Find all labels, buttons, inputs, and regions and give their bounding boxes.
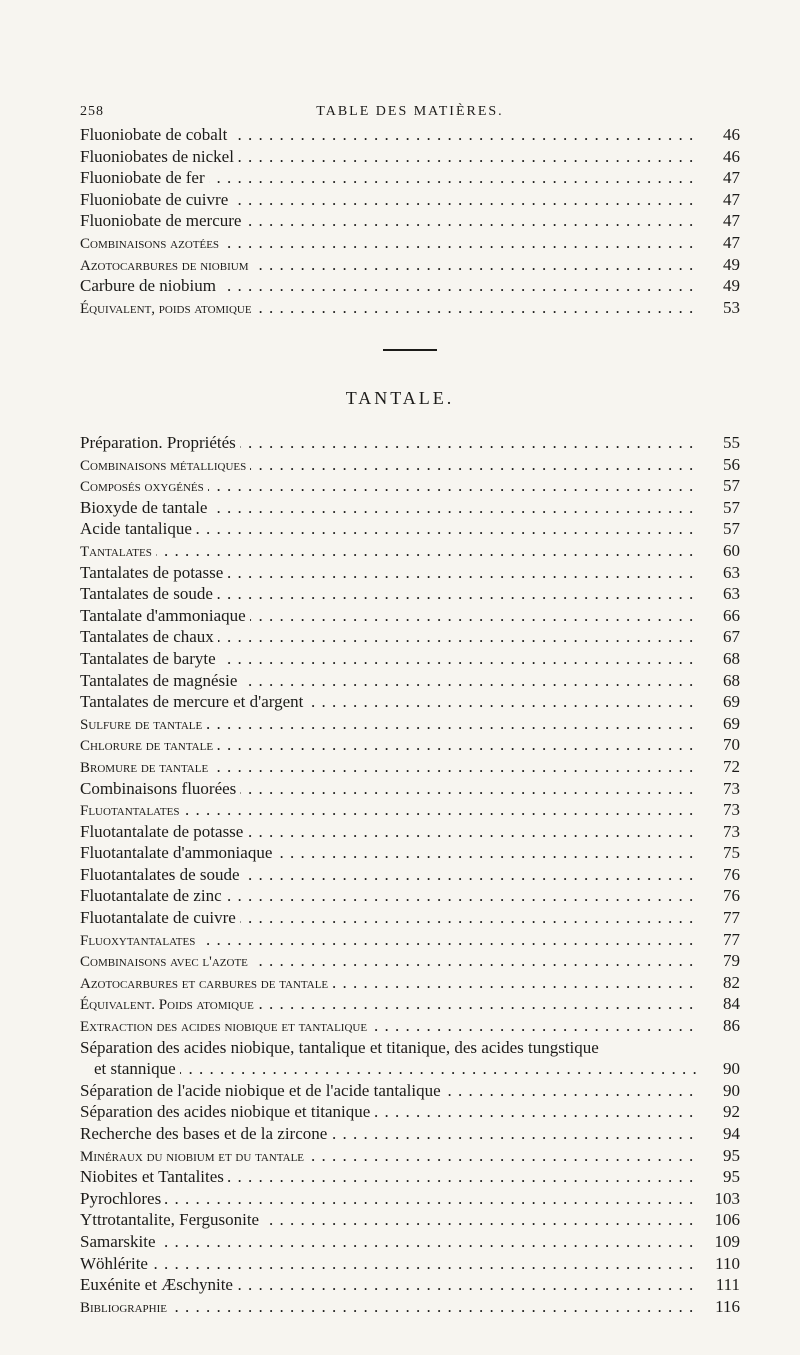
toc-entry-page: 76 xyxy=(723,864,740,884)
toc-entry-title: Équivalent. Poids atomique xyxy=(80,997,258,1013)
section-divider xyxy=(383,349,437,351)
toc-entry xyxy=(80,1145,740,1167)
toc-entry xyxy=(80,454,740,476)
toc-entry-title: Fluoxytantalates xyxy=(80,933,199,949)
toc-entry-title: Samarskite xyxy=(80,1232,160,1251)
toc-entry-title: Composés oxygénés xyxy=(80,479,208,495)
toc-entry-title: Euxénite et Æschynite xyxy=(80,1275,237,1294)
page-number: 258 xyxy=(80,104,104,119)
toc-entry xyxy=(80,691,740,713)
toc-entry xyxy=(80,821,740,843)
toc-entry xyxy=(80,1123,740,1145)
toc-entry xyxy=(80,756,740,778)
toc-entry-page: 116 xyxy=(715,1296,740,1316)
toc-entry-title: Équivalent, poids atomique xyxy=(80,301,256,317)
toc-entry-title: Tantalate d'ammoniaque xyxy=(80,606,250,625)
toc-entry xyxy=(80,210,740,232)
toc-entry-page: 56 xyxy=(723,454,740,474)
toc-entry xyxy=(80,799,740,821)
toc-entry-page: 90 xyxy=(723,1080,740,1100)
toc-entry-title: Combinaisons métalliques xyxy=(80,458,250,474)
toc-entry-title: Combinaisons avec l'azote xyxy=(80,954,252,970)
toc-list-tantale xyxy=(80,432,740,1317)
toc-entry xyxy=(80,1231,740,1253)
toc-list-niobium xyxy=(80,124,740,318)
toc-entry-title: Carbure de niobium xyxy=(80,276,220,295)
toc-entry-page: 66 xyxy=(723,605,740,625)
toc-entry-page: 67 xyxy=(723,627,740,647)
toc-entry xyxy=(80,907,740,929)
toc-entry-page: 95 xyxy=(723,1167,740,1187)
toc-entry xyxy=(80,1101,740,1123)
toc-entry-page: 72 xyxy=(723,756,740,776)
toc-entry-title: Tantalates xyxy=(80,544,156,560)
toc-entry-title: Combinaisons fluorées xyxy=(80,779,240,798)
toc-entry-page: 109 xyxy=(714,1231,740,1251)
toc-entry xyxy=(80,1080,740,1102)
toc-entry-page: 73 xyxy=(723,778,740,798)
toc-entry xyxy=(80,297,740,319)
toc-entry xyxy=(80,562,740,584)
toc-entry xyxy=(80,885,740,907)
toc-entry-title: Fluoniobate de cuivre xyxy=(80,190,232,209)
toc-entry xyxy=(80,842,740,864)
toc-entry-title: Bromure de tantale xyxy=(80,760,212,776)
toc-entry xyxy=(80,605,740,627)
toc-entry-title: Acide tantalique xyxy=(80,519,196,538)
toc-entry-title: Sulfure de tantale xyxy=(80,717,206,733)
toc-entry xyxy=(80,540,740,562)
toc-entry-title: Tantalates de baryte xyxy=(80,649,220,668)
toc-entry xyxy=(80,734,740,756)
toc-entry xyxy=(80,497,740,519)
toc-entry xyxy=(80,146,740,168)
toc-entry-page: 63 xyxy=(723,584,740,604)
page-header xyxy=(80,104,740,124)
toc-entry xyxy=(80,778,740,800)
toc-entry xyxy=(80,518,740,540)
toc-entry-title: Extraction des acides niobique et tantalique xyxy=(80,1019,371,1035)
toc-entry-title: Tantalates de chaux xyxy=(80,627,218,646)
toc-entry-title: Pyrochlores xyxy=(80,1189,165,1208)
toc-entry-page: 63 xyxy=(723,562,740,582)
toc-entry-page: 69 xyxy=(723,692,740,712)
toc-entry-page: 47 xyxy=(723,211,740,231)
toc-entry-title: Bibliographie xyxy=(80,1300,171,1316)
toc-entry xyxy=(80,583,740,605)
toc-entry xyxy=(80,1037,740,1080)
toc-entry-title: Fluotantalate de cuivre xyxy=(80,908,240,927)
toc-entry-page: 84 xyxy=(723,994,740,1014)
toc-entry-page: 110 xyxy=(715,1253,740,1273)
toc-entry-page: 68 xyxy=(723,670,740,690)
toc-entry-title: Fluotantalates xyxy=(80,803,183,819)
toc-entry-page: 73 xyxy=(723,800,740,820)
toc-entry-title-continued: et stannique xyxy=(94,1059,180,1078)
toc-entry-page: 75 xyxy=(723,843,740,863)
toc-entry xyxy=(80,864,740,886)
toc-entry-title: Séparation des acides niobique et titanique xyxy=(80,1102,374,1121)
toc-entry xyxy=(80,1188,740,1210)
toc-entry-page: 76 xyxy=(723,886,740,906)
toc-entry-page: 90 xyxy=(723,1059,740,1079)
toc-entry-title: Fluoniobates de nickel xyxy=(80,147,238,166)
toc-entry-page: 57 xyxy=(723,497,740,517)
toc-entry-page: 86 xyxy=(723,1016,740,1036)
toc-entry xyxy=(80,254,740,276)
toc-entry xyxy=(80,1274,740,1296)
toc-entry xyxy=(80,929,740,951)
toc-entry xyxy=(80,232,740,254)
toc-entry-page: 111 xyxy=(715,1275,740,1295)
toc-entry-title: Fluoniobate de mercure xyxy=(80,211,245,230)
toc-entry xyxy=(80,432,740,454)
toc-entry-title: Minéraux du niobium et du tantale xyxy=(80,1149,308,1165)
toc-entry xyxy=(80,189,740,211)
toc-entry-title: Fluotantalate de potasse xyxy=(80,822,247,841)
toc-entry xyxy=(80,275,740,297)
toc-entry-page: 70 xyxy=(723,735,740,755)
toc-entry xyxy=(80,670,740,692)
toc-entry-page: 82 xyxy=(723,972,740,992)
toc-entry-page: 103 xyxy=(714,1188,740,1208)
toc-entry-title: Tantalates de mercure et d'argent xyxy=(80,692,307,711)
toc-entry-title: Yttrotantalite, Fergusonite xyxy=(80,1210,263,1229)
toc-entry-title: Préparation. Propriétés xyxy=(80,433,240,452)
toc-entry-title: Séparation de l'acide niobique et de l'acide tantalique xyxy=(80,1081,445,1100)
toc-entry-page: 60 xyxy=(723,540,740,560)
toc-entry xyxy=(80,950,740,972)
toc-entry-title: Fluoniobate de fer xyxy=(80,168,209,187)
toc-entry xyxy=(80,972,740,994)
toc-entry-title: Azotocarbures et carbures de tantale xyxy=(80,976,332,992)
toc-entry-title: Recherche des bases et de la zircone xyxy=(80,1124,331,1143)
toc-entry-title: Tantalates de soude xyxy=(80,584,217,603)
toc-entry-title: Wöhlérite xyxy=(80,1254,152,1273)
toc-entry-title: Séparation des acides niobique, tantalique et titanique, des acides tungstique xyxy=(80,1037,599,1057)
toc-entry xyxy=(80,1015,740,1037)
toc-entry xyxy=(80,648,740,670)
toc-entry-page: 57 xyxy=(723,519,740,539)
toc-entry-page: 68 xyxy=(723,648,740,668)
toc-entry-page: 95 xyxy=(723,1145,740,1165)
section-title: TANTALE. xyxy=(345,388,455,408)
toc-entry xyxy=(80,1209,740,1231)
toc-entry xyxy=(80,475,740,497)
toc-entry-title: Fluotantalates de soude xyxy=(80,865,244,884)
toc-entry-title: Tantalates de magnésie xyxy=(80,671,241,690)
toc-entry-page: 47 xyxy=(723,232,740,252)
toc-entry-page: 47 xyxy=(723,189,740,209)
toc-entry-page: 77 xyxy=(723,908,740,928)
toc-entry-title: Combinaisons azotées xyxy=(80,236,223,252)
toc-entry-page: 73 xyxy=(723,821,740,841)
toc-entry-page: 53 xyxy=(723,297,740,317)
toc-entry-page: 46 xyxy=(723,146,740,166)
toc-entry-title: Bioxyde de tantale xyxy=(80,498,211,517)
toc-entry-page: 92 xyxy=(723,1102,740,1122)
toc-entry xyxy=(80,626,740,648)
toc-entry-page: 69 xyxy=(723,713,740,733)
toc-entry xyxy=(80,993,740,1015)
toc-entry-title: Azotocarbures de niobium xyxy=(80,258,252,274)
toc-entry xyxy=(80,1296,740,1318)
toc-entry-page: 79 xyxy=(723,951,740,971)
toc-entry-title: Tantalates de potasse xyxy=(80,563,227,582)
toc-entry xyxy=(80,1166,740,1188)
toc-entry-page: 46 xyxy=(723,125,740,144)
toc-entry xyxy=(80,1253,740,1275)
toc-entry-page: 49 xyxy=(723,276,740,296)
toc-entry-page: 55 xyxy=(723,433,740,452)
toc-entry xyxy=(80,124,740,146)
toc-entry-page: 49 xyxy=(723,254,740,274)
toc-entry-title: Fluoniobate de cobalt xyxy=(80,125,231,144)
toc-entry-page: 106 xyxy=(714,1210,740,1230)
toc-entry-page: 77 xyxy=(723,929,740,949)
toc-entry-page: 47 xyxy=(723,168,740,188)
toc-entry-title: Niobites et Tantalites xyxy=(80,1167,228,1186)
toc-entry-title: Chlorure de tantale xyxy=(80,738,217,754)
toc-entry-page: 94 xyxy=(723,1124,740,1143)
toc-entry xyxy=(80,167,740,189)
toc-entry-title: Fluotantalate d'ammoniaque xyxy=(80,843,276,862)
toc-entry xyxy=(80,713,740,735)
toc-entry-title: Fluotantalate de zinc xyxy=(80,886,226,905)
running-title: TABLE DES MATIÈRES. xyxy=(316,104,504,119)
toc-entry-page: 57 xyxy=(723,476,740,496)
